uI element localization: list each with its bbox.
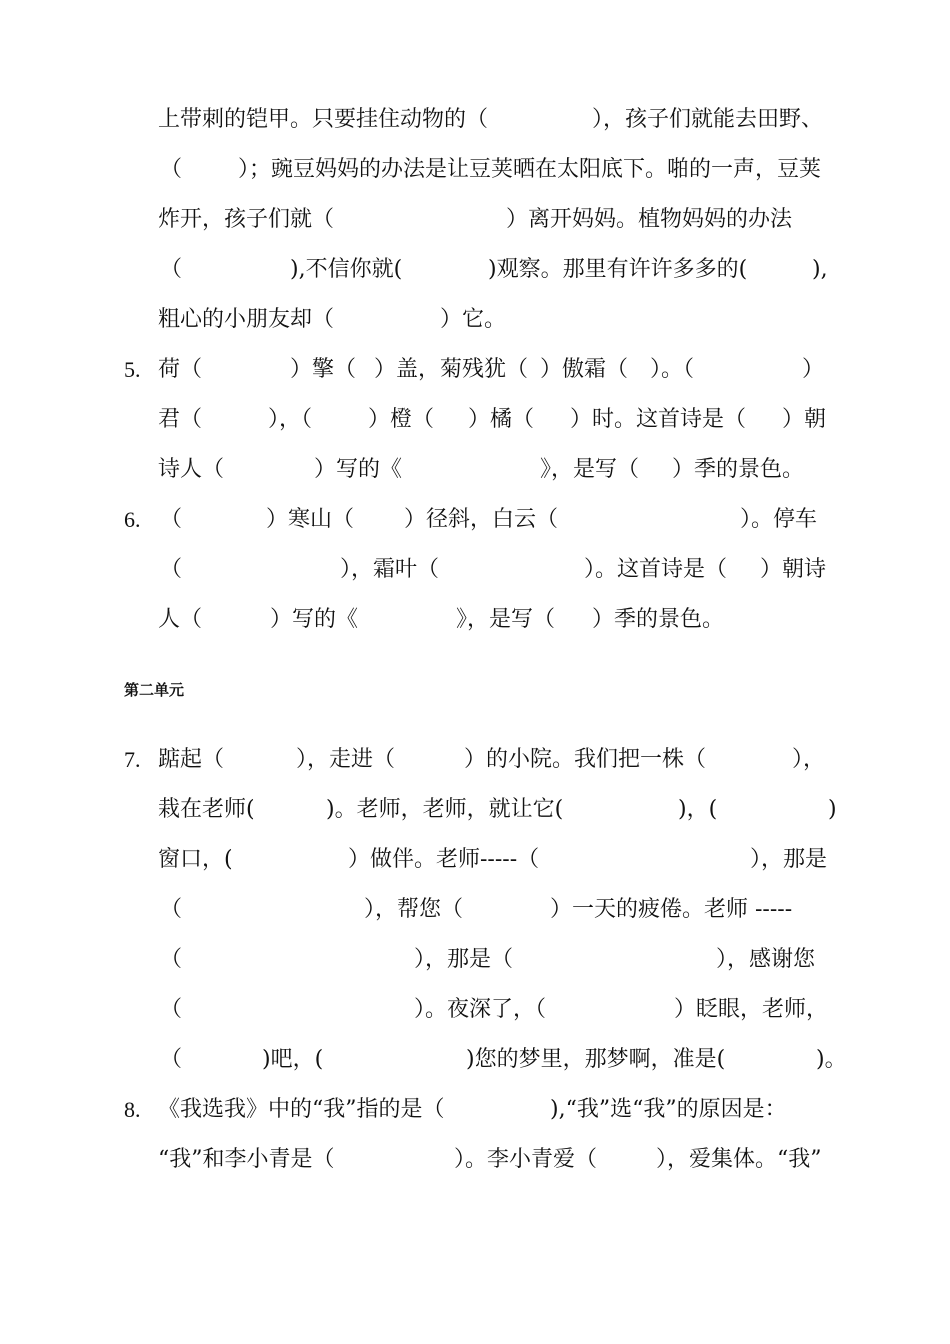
passage-line-1 <box>0 100 950 140</box>
text-fragment: ）。这首诗是（ <box>584 557 728 582</box>
text-fragment: ),“我”选“我”的原因是： <box>550 1097 787 1122</box>
text-fragment: ）做伴。老师-----（ <box>348 847 540 872</box>
text-fragment: ），走进（ <box>296 747 396 772</box>
question-7-line-3 <box>0 840 950 880</box>
text-fragment: 人（ <box>158 607 203 632</box>
text-fragment: 粗心的小朋友却（ <box>158 307 335 332</box>
text-fragment: )吧，( <box>262 1047 324 1072</box>
question-6-line-1 <box>0 500 950 540</box>
text-fragment: 》，是写（ <box>540 457 640 482</box>
text-fragment: )。老师，老师，就让它( <box>326 797 564 822</box>
text-fragment: ），帮您（ <box>364 897 464 922</box>
question-number: 5. <box>124 357 141 382</box>
question-6-line-2 <box>0 550 950 590</box>
text-fragment: ）朝诗 <box>760 557 827 582</box>
text-fragment: ），（ <box>268 407 313 432</box>
text-fragment: ）眨眼，老师， <box>674 997 829 1022</box>
text-fragment: ）离开妈妈。植物妈妈的办法 <box>506 207 793 232</box>
text-fragment: )，( <box>678 797 718 822</box>
text-fragment: （ <box>160 257 183 282</box>
question-7-line-5 <box>0 940 950 980</box>
question-7-line-4 <box>0 890 950 930</box>
question-7-line-2 <box>0 790 950 830</box>
text-fragment: )。 <box>816 1047 847 1072</box>
text-fragment: （ <box>160 1047 183 1072</box>
text-fragment: ）它。 <box>440 307 507 332</box>
text-fragment: ），孩子们就能去田野、 <box>592 107 824 132</box>
text-fragment: ）。停车 <box>740 507 818 532</box>
text-fragment: ) <box>828 797 837 822</box>
question-7-line-1 <box>0 740 950 780</box>
text-fragment: ）傲霜（ <box>540 357 629 382</box>
text-fragment: ）时。这首诗是（ <box>570 407 747 432</box>
question-8-line-2 <box>0 1140 950 1180</box>
text-fragment: ）盖，菊残犹（ <box>374 357 529 382</box>
text-fragment: ）朝 <box>782 407 827 432</box>
text-fragment: ）， <box>792 747 826 772</box>
unit-heading: 第二单元 <box>124 681 185 699</box>
text-fragment: ）寒山（ <box>266 507 355 532</box>
question-5-line-2 <box>0 400 950 440</box>
text-fragment: ），那是（ <box>414 947 514 972</box>
text-fragment: 窗口，( <box>158 847 233 872</box>
question-number: 6. <box>124 507 141 532</box>
text-fragment: ),不信你就( <box>290 257 403 282</box>
question-8-line-1 <box>0 1090 950 1130</box>
question-7-line-6 <box>0 990 950 1030</box>
text-fragment: ），感谢您 <box>716 947 816 972</box>
text-fragment: )观察。那里有许许多多的( <box>488 257 748 282</box>
text-fragment: ）季的景色。 <box>672 457 805 482</box>
text-fragment: 《我选我》中的“我”指的是（ <box>158 1097 445 1122</box>
text-fragment: ）的小院。我们把一株（ <box>464 747 707 772</box>
text-fragment: 君（ <box>158 407 203 432</box>
text-fragment: 荷（ <box>158 357 203 382</box>
text-fragment: ），爱集体。“我” <box>656 1147 822 1172</box>
text-fragment: （ <box>160 897 183 922</box>
text-fragment: 踮起（ <box>158 747 225 772</box>
question-5-line-3 <box>0 450 950 490</box>
text-fragment: 栽在老师( <box>158 797 255 822</box>
text-fragment: （ <box>160 557 183 582</box>
passage-line-4 <box>0 250 950 290</box>
text-fragment: （ <box>160 157 183 182</box>
text-fragment: ），那是 <box>750 847 828 872</box>
text-fragment: 》，是写（ <box>456 607 556 632</box>
text-fragment: ）。夜深了，（ <box>414 997 547 1022</box>
question-number: 8. <box>124 1097 141 1122</box>
text-fragment: ）写的《 <box>270 607 359 632</box>
text-fragment: ）径斜，白云（ <box>404 507 559 532</box>
question-7-line-7 <box>0 1040 950 1080</box>
text-fragment: ）擎（ <box>290 357 357 382</box>
text-fragment: “我”和李小青是（ <box>158 1147 335 1172</box>
text-fragment: ）。（ <box>650 357 695 382</box>
passage-line-5 <box>0 300 950 340</box>
text-fragment: ），霜叶（ <box>340 557 440 582</box>
text-fragment: ）。李小青爱（ <box>454 1147 598 1172</box>
text-fragment: ）橙（ <box>368 407 435 432</box>
text-fragment: ）一天的疲倦。老师 ----- <box>550 897 793 922</box>
text-fragment: （ <box>160 507 183 532</box>
passage-line-2 <box>0 150 950 190</box>
question-5-line-1 <box>0 350 950 390</box>
passage-line-3 <box>0 200 950 240</box>
question-6-line-3 <box>0 600 950 640</box>
text-fragment: ）写的《 <box>314 457 403 482</box>
text-fragment: 炸开，孩子们就（ <box>158 207 335 232</box>
text-fragment: ）橘（ <box>468 407 535 432</box>
text-fragment: ）；豌豆妈妈的办法是让豆荚晒在太阳底下。啪的一声，豆荚 <box>238 157 822 182</box>
text-fragment: 上带刺的铠甲。只要挂住动物的（ <box>158 107 489 132</box>
text-fragment: ), <box>812 257 828 282</box>
text-fragment: ） <box>802 357 825 382</box>
question-number: 7. <box>124 747 141 772</box>
text-fragment: （ <box>160 947 183 972</box>
text-fragment: ）季的景色。 <box>592 607 725 632</box>
text-fragment: 诗人（ <box>158 457 225 482</box>
text-fragment: )您的梦里，那梦啊，准是( <box>466 1047 726 1072</box>
text-fragment: （ <box>160 997 183 1022</box>
